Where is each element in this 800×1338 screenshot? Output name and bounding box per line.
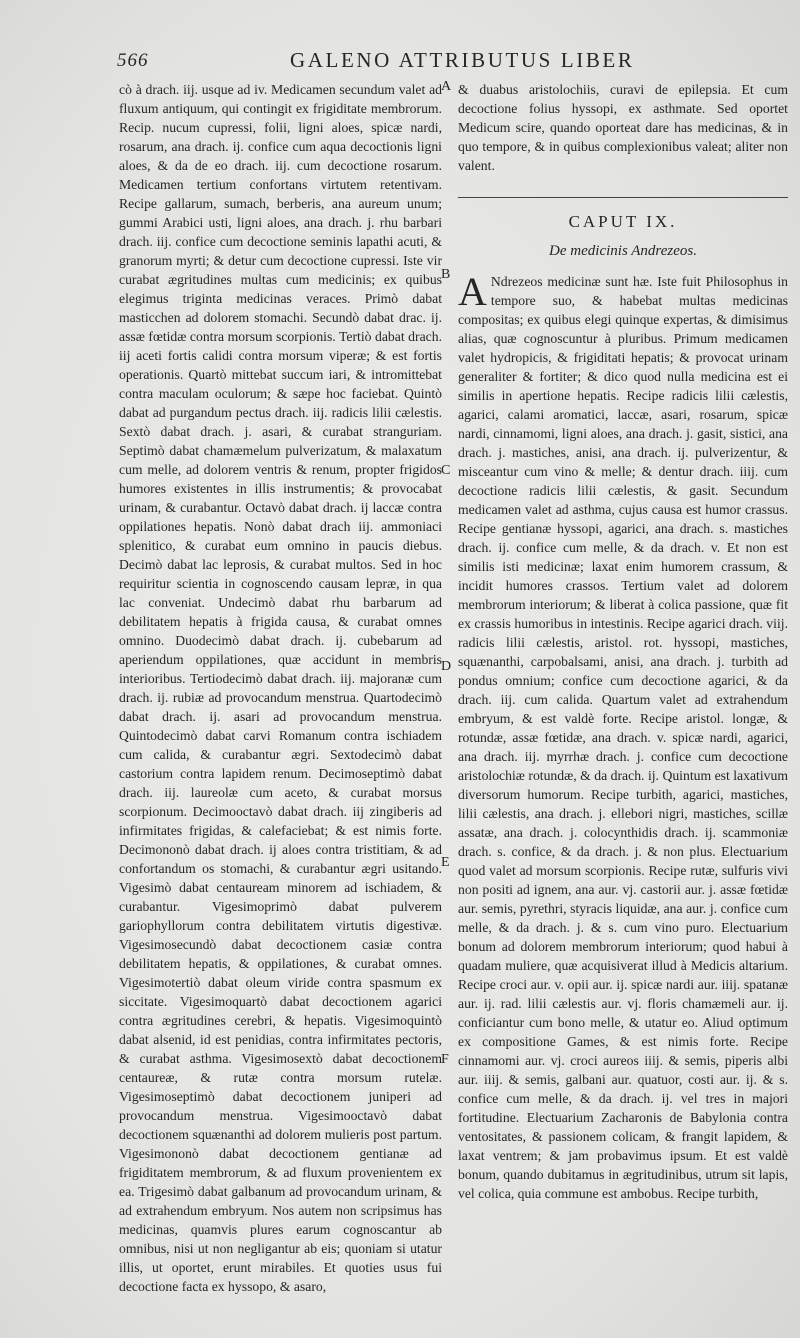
left-column [119, 80, 442, 1296]
margin-letter-c: C [441, 463, 451, 478]
left-column-text: cò à drach. iij. usque ad iv. Medicamen secundum valet ad fluxum antiquum, qui contingit ex frigiditate membrorum. Recip. nucum cupressi, folii, ligni aloes, spicæ nardi, rosarum, ana drach. ij. confice cum aqua decoctionis ligni aloes, & da de eo drach. iij. cum decoctione rosarum. Medicamen tertium confortans virtutem retentivam. Recipe gallarum, sumach, berberis, ana aureum unum; gummi Arabici usti, ligni aloes, ana drach. j. rhu barbari drach. iij. confice cum decoctione seminis lapathi acuti, & granorum myrti; & detur cum decoctione cupressi. Iste vir curabat ægritudines multas cum medicinis; ex quibus elegimus triginta medicinas veraces. Primò dabat masticchen ad dolorem stomachi. Secundò dabat drac. ij. assæ fœtidæ contra morsum scorpionis. Tertiò dabat drach. iij aceti fortis calidi contra morsum viperæ; & est fortis operationis. Quartò mittebat succum iari, & intromittebat contra maculam oculorum; & sæpe hoc faciebat. Quintò dabat ad purgandum pectus drach. iij. radicis lilii cælestis. Sextò dabat drach. j. asari, & curabat stranguriam. Septimò dabat chamæmelum pulverizatum, & malaxatum cum melle, ad dolorem ventris & renum, propter frigidos humores existentes in illis instrumentis; & provocabat urinam, & curabantur. Octavò dabat drach. ij laccæ contra oppilationes hepatis. Nonò dabat drach iij. ammoniaci splenitico, & curabat eum omnino in paucis diebus. Decimò dabat lac leprosis, & curabat multos. Sed in hoc requiritur scientia in cognoscendo causam lepræ, in qua lac conveniat. Undecimò dabat rhu barbarum ad debilitatem hepatis à frigida causa, & curabat omnes omnino. Duodecimò dabat drach. ij. cubebarum ad aperiendum oppilationes, quæ accidunt in membris interioribus. Tertiodecimò dabat drach. iij. majoranæ cum drach. ij. rubiæ ad provocandum menstrua. Quartodecimò dabat drach. ij. asari ad provocandum menstrua. Quintodecimò dabat carvi Romanum contra ischiadem cum calida, & curabantur ægri. Sextodecimò dabat castorium contra lapidem renum. Decimoseptimò dabat drach. iij. laureolæ cum aceto, & curabat morsus scorpionum. Decimooctavò dabat drach. iij zingiberis ad infirmitates frigidas, & calefaciebat; & est nimis forte. Decimononò dabat drach. ij aloes contra tristitiam, & ad confortandum os stomachi, & curabantur ægri usitando. Vigesimò dabat centauream minorem ad ischiadem, & curabantur. Vigesimoprimò dabat pulverem gariophyllorum contra debilitatem virtutis digestivæ. Vigesimosecundò dabat decoctionem casiæ contra debilitatem hepatis, & oppilationes, & curabat omnes. Vigesimotertiò dabat oleum viride contra spasmum ex siccitate. Vigesimoquartò dabat decoctionem agarici contra ægritudines cerebri, & hepatis. Vigesimoquintò dabat alsenid, id est penidias, contra infirmitates pectoris, & curabat asthma. Vigesimosextò dabat decoctionem centaureæ, & rutæ contra morsum rutelæ. Vigesimoseptimò dabat decoctionem juniperi ad provocandum menstrua. Vigesimooctavò dabat decoctionem squænanthi ad dolorem mulieris post partum. Vigesimononò dabat decoctionem gentianæ ad frigiditatem membrorum, & ad fluxum provenientem ex ea. Trigesimò dabat galbanum ad provocandum urinam, & ad extrahendum embryum. Nos autem non scripsimus has medicinas, quamvis plures earum cognoscantur ab omnibus, nisi ut non negligantur ab eis; quoniam si utatur illis, ut oportet, erunt mirabiles. Et quoties usus fui decoctione facta ex hyssopo, & asaro, [119, 82, 442, 1294]
margin-letter-d: D [441, 659, 452, 674]
running-header: GALENO ATTRIBUTUS LIBER [290, 48, 635, 72]
margin-letter-a: A [441, 79, 452, 94]
right-column-top-text: & duabus aristolochiis, curavi de epilepsia. Et cum decoctione folius hyssopi, ex asthmate. Sed oportet Medicum scire, quando oporteat dare has medicinas, & in quo tempore, & in quibus complexionibus valeat; aliter non valent. [458, 82, 788, 173]
margin-letter-b: B [441, 267, 451, 282]
chapter-heading: CAPUT IX. [568, 212, 678, 231]
chapter-body-text: Ndrezeos medicinæ sunt hæ. Iste fuit Philosophus in tempore suo, & habebat multas medicinas compositas; ex quibus elegi quinque expertas, & dimisimus alias, quæ cognoscuntur à pluribus. Primum medicamen valet hydropicis, & frigiditati hepatis; & provocat urinam generaliter & fortiter; & dico quod nulla medicina est ei similis in apertione hepatis. Recipe radicis lilii cælestis, agarici, calami aromatici, laccæ, asari, rosarum, spicæ nardi, cinnamomi, ligni aloes, ana drach. j. gasit, sistici, ana drach. j. mastiches, anisi, ana drach. ij. pulverizentur, & misceantur cum vino & melle; & dentur drach. iiij. cum decoctione radicis lilii cælestis, & gasit. Secundum medicamen valet ad asthma, cujus causa est humor crassus. Recipe gentianæ hyssopi, agarici, ana drach. s. mastiches drach. ij. confice cum melle, & da drach. v. Et non est similis isti medicinæ; laxat enim humorem crassum, & incidit humores crassos. Tertium valet ad dolorem membrorum interiorum; & liberat à colica passione, quæ fit ex crassis humoribus in intestinis. Recipe agarici drach. viij. radicis lilii cælestis, aristol. rot. hyssopi, mastiches, squænanthi, carpobalsami, anisi, ana drach. j. turbith ad pondus omnium; confice cum decoctione agarici, & da drach. iij. cum calida. Quartum valet ad extrahendum embryum, & est valdè forte. Recipe aristol. longæ, & rotundæ, assæ fœtidæ, ana drach. v. spicæ nardi, agarici, ana drach. iij. myrrhæ drach. j. confice cum decoctione aristolochiæ rotundæ, & da drach. ij. Quintum est laxativum diversorum humorum. Recipe turbith, agarici, mastiches, lilii cælestis, ana drach. j. ellebori nigri, mastiches, scillæ assatæ, ana drach. j. colocynthidis drach. ij. scammoniæ drach. s. confice, & da drach. j. & non plus. Electuarium quod valet ad morsum scorpionis. Recipe rutæ, sulfuris vivi non positi ad ignem, ana aur. vj. castorii aur. j. assæ fœtidæ aur. semis, pyrethri, styracis liquidæ, ana aur. j. confice cum melle, & da drach. j. & s. cum vino puro. Electuarium bonum ad dolorem membrorum interiorum; quod habui à quadam muliere, quæ acquisiverat illud à Medicis altarium. Recipe croci aur. v. opii aur. ij. spicæ nardi aur. iiij. spatanæ aur. ij. rad. lilii cælestis aur. vj. floris chamæmeli aur. ij. conficiantur cum bono melle, & utatur eo. Aliud optimum ex compositione Games, & est nimis forte. Recipe cinnamomi aur. vj. croci aureos iiij. & semis, piperis albi aur. iiij. & semis, galbani aur. quatuor, costi aur. ij. & s. confice cum melle, & da drach. ij. vel tres in majori fortitudine. Electuarium Zacharonis de Babylonia contra ventositates, & passionem colicam, & frangit lapidem, & laxat ventrem; & jam probavimus ipsum. Et est valdè bonum, quando dubitamus in ægritudinibus, utrum sit lapis, vel colica, quia commune est ambobus. Recipe turbith, [458, 274, 788, 1201]
margin-letter-e: E [441, 855, 450, 870]
drop-cap: A [458, 269, 487, 314]
chapter-subtitle: De medicinis Andrezeos. [549, 243, 697, 259]
chapter-body [458, 269, 788, 1203]
right-column [458, 80, 788, 1203]
page-number: 566 [117, 50, 149, 71]
margin-letter-f: F [441, 1052, 449, 1067]
section-divider [458, 197, 788, 198]
